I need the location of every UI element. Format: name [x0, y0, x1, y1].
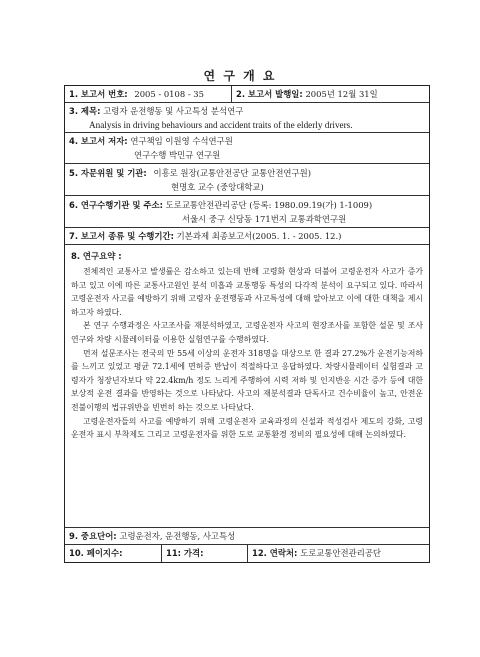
contact-label: 12. 연락처: [252, 548, 298, 558]
report-date-cell [231, 86, 429, 102]
price-cell [161, 545, 247, 562]
advisors-row [65, 164, 429, 196]
summary-form [64, 85, 430, 563]
institution-line2: 서울시 중구 신당동 171번지 교통과학연구원 [182, 214, 347, 224]
institution-line1: 도로교통안전관리공단 (등록: 1980.09.19(가) 1-1009) [165, 200, 373, 210]
report-number-date-row [65, 86, 429, 103]
report-date-label: 2. 보고서 발행일: [236, 89, 303, 99]
authors-cell [65, 133, 429, 165]
institution-row [65, 196, 429, 228]
institution-label: 6. 연구수행기관 및 주소: [69, 200, 163, 210]
subject-korean: 고령자 운전행동 및 사고특성 분석연구 [103, 106, 244, 116]
authors-label: 4. 보고서 저자: [69, 136, 128, 146]
institution-cell [65, 196, 429, 229]
advisors-line2: 현명호 교수 (중앙대학교) [171, 182, 264, 192]
advisors-label: 5. 자문위원 및 기관: [69, 168, 147, 178]
report-type-label: 7. 보고서 종류 및 수행기간: [69, 231, 174, 241]
abstract-row [65, 245, 429, 528]
keywords-label: 9. 중요단어: [69, 531, 117, 541]
contact-value: 도로교통안전관리공단 [300, 548, 382, 558]
abstract-paragraph: 전체적인 교통사고 발생률은 감소하고 있는데 반해 고령화 현상과 더불어 고령운전자 사고가 증가하고 있고 이에 따른 교통사고원인 분석 미흡과 교통행동 특성의 다각적 분석이 요구되고 있다. 따라서 고령운전자 사고를 예방하기 위해 고령자 운전행동과 사고특성에 대해 알아보고 이에 대한 대책을 제시하고자 하였다. [71, 267, 423, 317]
subject-cell [65, 103, 429, 135]
document-title: 연 구 개 요 [203, 69, 277, 83]
abstract-paragraph: 먼저 설문조사는 전국의 만 55세 이상의 운전자 318명을 대상으로 한 결과 27.2%가 운전기능저하를 느끼고 있었고 평균 72.1세에 면허증 반납이 적절하다고 응답하였다. 차량시뮬레이터 실험결과 고령자가 청장년자보다 약 22.4km/h 정도 느리게 주행하여 시력 저하 및 인지반응 시간 증가 등에 대한 보상적 운전 결과를 반영하는 것으로 나타났다. 사고의 재분석결과 단독사고 건수비율이 높고, 안전운전불이행의 법규위반을 빈번히 하는 것으로 나타났다. [71, 348, 423, 412]
keywords-row [65, 528, 429, 545]
report-number-label: 1. 보고서 번호: [69, 89, 128, 99]
report-type-value: 기본과제 최종보고서(2005. 1. - 2005. 12.) [176, 231, 342, 241]
report-date-value: 2005년 12월 31일 [305, 89, 378, 99]
keywords-cell [65, 528, 429, 546]
report-type-row [65, 228, 429, 245]
footer-row [65, 545, 429, 562]
pages-cell [65, 545, 161, 562]
pages-label: 10. 페이지수: [69, 548, 123, 558]
abstract-paragraph: 고령운전자들의 사고를 예방하기 위해 고령운전자 교육과정의 신설과 적성검사 제도의 강화, 고령운전자 표시 부착제도 그리고 고령운전자를 위한 도로 교통환경 정비의 필요성에 대해 논의하였다. [71, 416, 423, 440]
subject-row [65, 103, 429, 133]
contact-cell [247, 545, 429, 562]
report-number-value: 2005 - 0108 - 35 [134, 89, 204, 99]
authors-row [65, 133, 429, 164]
authors-line2: 연구수행 박민규 연구원 [134, 150, 221, 160]
report-type-cell [65, 228, 429, 246]
keywords-value: 고령운전자, 운전행동, 사고특성 [119, 531, 236, 541]
price-label: 11: 가격: [166, 548, 204, 558]
abstract-paragraph: 본 연구 수행과정은 사고조사를 재분석하였고, 고령운전자 사고의 현장조사를 포함한 설문 및 조사연구와 차량 시뮬레이터를 이용한 실험연구를 수행하였다. [71, 321, 423, 344]
advisors-cell [65, 164, 429, 197]
report-number-cell [65, 86, 231, 102]
subject-label: 3. 제목: [69, 106, 101, 116]
authors-line1: 연구책임 이원영 수석연구원 [130, 136, 233, 146]
advisors-line1: 이흥로 원장(교통안전공단 교통안전연구원) [153, 168, 311, 178]
subject-english: Analysis in driving behaviours and accident traits of the elderly drivers. [89, 120, 353, 130]
abstract-label: 8. 연구요약 : [71, 251, 122, 261]
